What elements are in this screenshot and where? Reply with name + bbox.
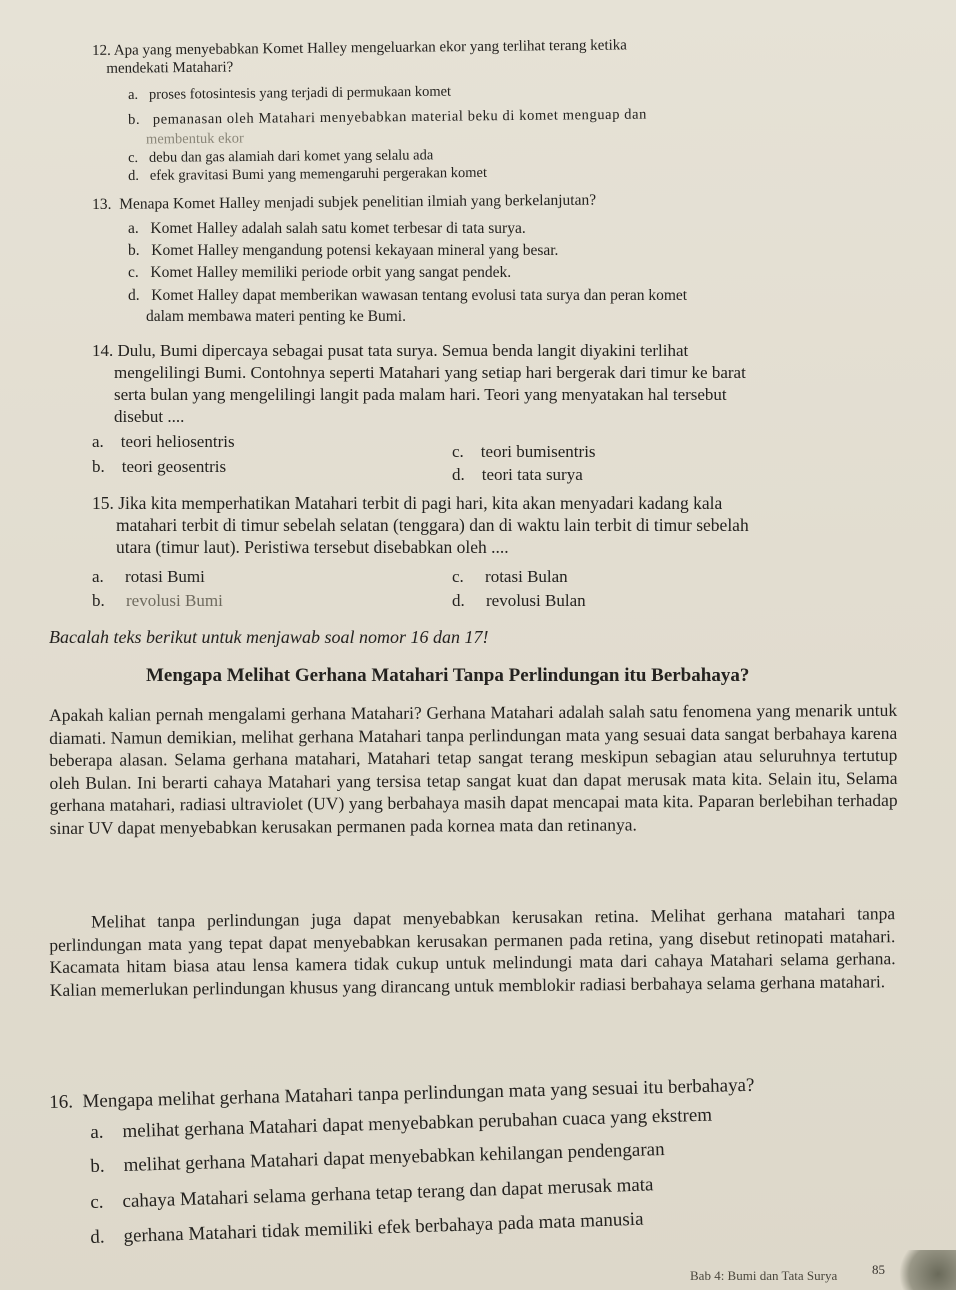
option-14b: b. teori geosentris [92, 457, 227, 476]
reading-paragraph-1: Apakah kalian pernah mengalami gerhana Matahari? Gerhana Matahari adalah salah satu fenomena yang menarik untuk diamati. Namun demikian, melihat gerhana Matahari tanpa perlindungan mata yang sesuai data sangat berbahaya karena beberapa alasan. Selama gerhana matahari, Matahari tetap sangat terang meskipun sebagian atau seluruhnya tertutup oleh Bulan. Ini berarti cahaya Matahari yang tersisa tetap sangat kuat dan dapat merusak mata kita. Selain itu, Selama gerhana matahari, radiasi ultraviolet (UV) yang berbahaya masih dapat mencapai mata kita. Paparan berlebihan terhadap sinar UV dapat menyebabkan kerusakan permanen pada kornea mata dan retinanya. [49, 699, 898, 838]
question-text: Apa yang menyebabkan Komet Halley mengeluarkan ekor yang terlihat terang ketika [113, 37, 627, 59]
option-13a: a. Komet Halley adalah salah satu komet terbesar di tata surya. [128, 220, 526, 237]
reading-title: Mengapa Melihat Gerhana Matahari Tanpa Perlindungan itu Berbahaya? [146, 665, 750, 686]
option-12b: b. pemanasan oleh Matahari menyebabkan material beku di komet menguap dan [128, 106, 648, 128]
question-13: 13. Menapa Komet Halley menjadi subjek penelitian ilmiah yang berkelanjutan? [92, 191, 597, 213]
option-12b-cont: membentuk ekor [145, 130, 244, 148]
page-corner-shadow [896, 1250, 956, 1290]
page-number: 85 [872, 1262, 885, 1277]
option-15a: a. rotasi Bumi [92, 567, 205, 586]
option-12c: c. debu dan gas alamiah dari komet yang selalu ada [128, 147, 434, 166]
option-14a: a. teori heliosentris [92, 432, 235, 451]
option-12a: a. proses fotosintesis yang terjadi di permukaan komet [128, 83, 452, 103]
option-14d: d. teori tata surya [452, 465, 583, 484]
option-13d: d. Komet Halley dapat memberikan wawasan tentang evolusi tata surya dan peran komet [128, 287, 688, 304]
option-15d: d. revolusi Bulan [452, 591, 586, 610]
option-13c: c. Komet Halley memiliki periode orbit yang sangat pendek. [128, 264, 512, 281]
question-text-cont: mendekati Matahari? [106, 59, 234, 77]
option-14c: c. teori bumisentris [452, 442, 596, 461]
option-12d: d. efek gravitasi Bumi yang memengaruhi pergerakan komet [128, 164, 488, 184]
option-16c: c. cahaya Matahari selama gerhana tetap terang dan dapat merusak mata [90, 1174, 654, 1213]
option-16b: b. melihat gerhana Matahari dapat menyebabkan kehilangan pendengaran [90, 1138, 665, 1177]
question-15: 15. Jika kita memperhatikan Matahari terbit di pagi hari, kita akan menyadari kadang kala matahari terbit di timur sebelah selatan (tenggara) dan di waktu lain terbit di timur sebelah utara (timur laut). Peristiwa tersebut disebabkan oleh .... [92, 493, 749, 557]
question-14: 14. Dulu, Bumi dipercaya sebagai pusat tata surya. Semua benda langit diyakini terlihat mengelilingi Bumi. Contohnya seperti Matahari yang setiap hari bergerak dari timur ke barat serta bulan yang mengelilingi langit pada malam hari. Teori yang menyatakan hal tersebut disebut .... [92, 341, 746, 426]
question-12 [92, 36, 627, 78]
chapter-footer: Bab 4: Bumi dan Tata Surya [690, 1268, 838, 1283]
option-16d: d. gerhana Matahari tidak memiliki efek berbahaya pada mata manusia [90, 1208, 644, 1248]
option-16a: a. melihat gerhana Matahari dapat menyebabkan perubahan cuaca yang ekstrem [90, 1104, 713, 1143]
question-number: 12. [92, 42, 111, 59]
option-15b: b. revolusi Bumi [92, 591, 223, 610]
option-15c: c. rotasi Bulan [452, 567, 568, 586]
option-13d-cont: dalam membawa materi penting ke Bumi. [146, 308, 406, 325]
question-16: 16. Mengapa melihat gerhana Matahari tanpa perlindungan mata yang sesuai itu berbahaya? [49, 1074, 755, 1113]
reading-paragraph-2: Melihat tanpa perlindungan juga dapat menyebabkan kerusakan retina. Melihat gerhana matahari tanpa perlindungan mata yang tepat dapat menyebabkan kerusakan permanen pada retina, yang disebut retinopati matahari. Kacamata hitam biasa atau lensa kamera tidak cukup untuk melindungi mata dari cahaya Matahari selama gerhana. Kalian memerlukan perlindungan khusus yang dirancang untuk memblokir radiasi berbahaya selama gerhana matahari. [49, 903, 896, 1000]
reading-instruction: Bacalah teks berikut untuk menjawab soal nomor 16 dan 17! [49, 627, 489, 647]
option-13b: b. Komet Halley mengandung potensi kekayaan mineral yang besar. [128, 242, 559, 259]
